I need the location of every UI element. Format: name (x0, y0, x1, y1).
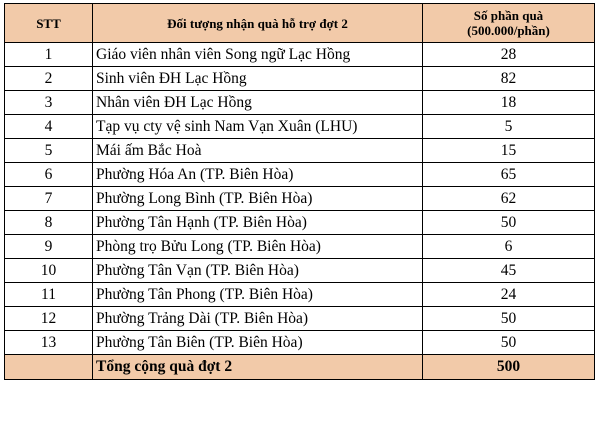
row-quantity: 50 (423, 331, 595, 355)
row-quantity: 50 (423, 307, 595, 331)
row-recipient: Sinh viên ĐH Lạc Hồng (93, 67, 423, 91)
row-recipient: Nhân viên ĐH Lạc Hồng (93, 91, 423, 115)
row-recipient: Phường Tân Biên (TP. Biên Hòa) (93, 331, 423, 355)
row-stt: 7 (5, 187, 93, 211)
header-stt: STT (5, 4, 93, 43)
row-stt: 5 (5, 139, 93, 163)
total-stt-cell (5, 355, 93, 380)
table-row (5, 139, 595, 163)
header-quantity-unit: (500.000/phần) (467, 23, 550, 38)
table-row (5, 91, 595, 115)
row-recipient: Phường Long Bình (TP. Biên Hòa) (93, 187, 423, 211)
row-recipient: Phường Tân Vạn (TP. Biên Hòa) (93, 259, 423, 283)
header-recipient: Đối tượng nhận quà hỗ trợ đợt 2 (93, 4, 423, 43)
row-recipient: Mái ấm Bắc Hoà (93, 139, 423, 163)
row-quantity: 45 (423, 259, 595, 283)
row-recipient: Phường Tân Phong (TP. Biên Hòa) (93, 283, 423, 307)
table-total-row (5, 355, 595, 380)
row-stt: 4 (5, 115, 93, 139)
row-stt: 6 (5, 163, 93, 187)
table-row (5, 163, 595, 187)
row-stt: 12 (5, 307, 93, 331)
table-row (5, 187, 595, 211)
row-recipient: Phường Tân Hạnh (TP. Biên Hòa) (93, 211, 423, 235)
table-row (5, 211, 595, 235)
row-quantity: 18 (423, 91, 595, 115)
row-stt: 13 (5, 331, 93, 355)
header-quantity-title: Số phần quà (473, 8, 544, 23)
row-stt: 3 (5, 91, 93, 115)
table-row (5, 67, 595, 91)
table-row (5, 283, 595, 307)
row-quantity: 62 (423, 187, 595, 211)
row-quantity: 28 (423, 43, 595, 67)
row-stt: 8 (5, 211, 93, 235)
row-quantity: 5 (423, 115, 595, 139)
row-quantity: 82 (423, 67, 595, 91)
row-quantity: 15 (423, 139, 595, 163)
row-stt: 10 (5, 259, 93, 283)
row-stt: 9 (5, 235, 93, 259)
gift-distribution-table (4, 3, 595, 380)
table-row (5, 259, 595, 283)
row-quantity: 65 (423, 163, 595, 187)
total-value: 500 (423, 355, 595, 380)
row-quantity: 6 (423, 235, 595, 259)
row-stt: 11 (5, 283, 93, 307)
row-recipient: Phường Trảng Dài (TP. Biên Hòa) (93, 307, 423, 331)
row-recipient: Phòng trọ Bửu Long (TP. Biên Hòa) (93, 235, 423, 259)
row-recipient: Phường Hóa An (TP. Biên Hòa) (93, 163, 423, 187)
row-stt: 2 (5, 67, 93, 91)
row-recipient: Tạp vụ cty vệ sinh Nam Vạn Xuân (LHU) (93, 115, 423, 139)
table-header-row (5, 4, 595, 43)
table-row (5, 115, 595, 139)
row-recipient: Giáo viên nhân viên Song ngữ Lạc Hồng (93, 43, 423, 67)
header-quantity (423, 4, 595, 43)
row-quantity: 50 (423, 211, 595, 235)
total-label: Tổng cộng quà đợt 2 (93, 355, 423, 380)
row-quantity: 24 (423, 283, 595, 307)
table-row (5, 307, 595, 331)
table-body (5, 43, 595, 355)
table-row (5, 235, 595, 259)
table-row (5, 331, 595, 355)
row-stt: 1 (5, 43, 93, 67)
table-row (5, 43, 595, 67)
